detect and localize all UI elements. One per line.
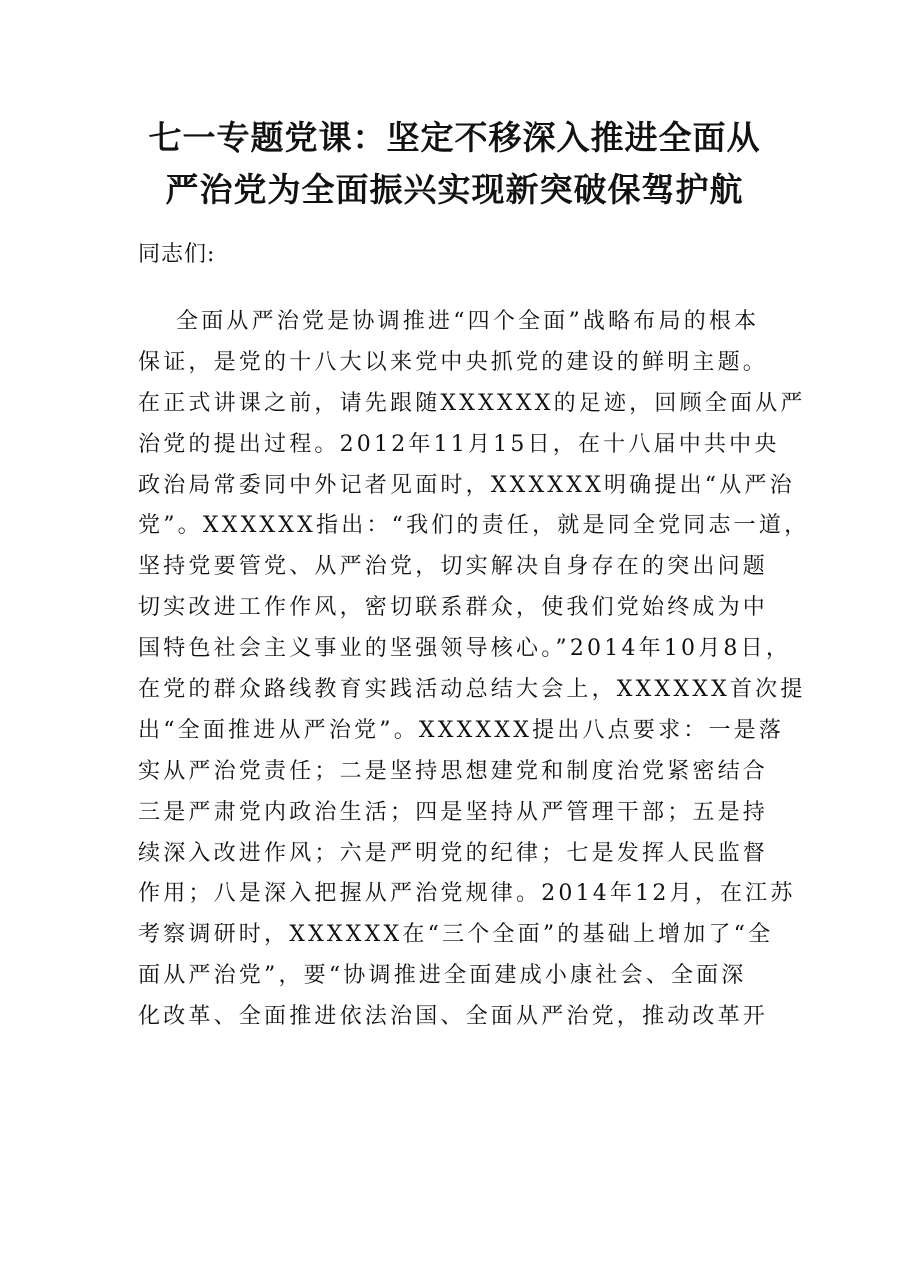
body-line: 面从严治党”，要“协调推进全面建成小康社会、全面深 — [138, 963, 747, 989]
body-line: 保证，是党的十八大以来党中央抓党的建设的鲜明主题。 — [138, 349, 769, 375]
body-line: 续深入改进作风；六是严明党的纪律；七是发挥人民监督 — [138, 840, 769, 866]
body-line: 实从严治党责任；二是坚持思想建党和制度治党紧密结合 — [138, 758, 769, 784]
body-line: 在正式讲课之前，请先跟随XXXXXX的足迹，回顾全面从严 — [138, 390, 806, 416]
salutation: 同志们: — [138, 242, 216, 267]
title-line-1: 七一专题党课：坚定不移深入推进全面从 — [148, 118, 761, 157]
body-line: 国特色社会主义事业的坚强领导核心。”2014年10月8日， — [138, 636, 792, 662]
body-line: 全面从严治党是协调推进“四个全面”战略布局的根本 — [176, 309, 760, 334]
body-line: 党”。XXXXXX指出：“我们的责任，就是同全党同志一道， — [138, 513, 810, 539]
body-line: 治党的提出过程。2012年11月15日，在十八届中共中央 — [138, 431, 780, 457]
body-text — [138, 302, 810, 1038]
body-line: 坚持党要管党、从严治党，切实解决自身存在的突出问题 — [138, 554, 769, 580]
body-line: 在党的群众路线教育实践活动总结大会上，XXXXXX首次提 — [138, 677, 806, 703]
body-line: 三是严肃党内政治生活；四是坚持从严管理干部；五是持 — [138, 799, 769, 825]
body-line: 出“全面推进从严治党”。XXXXXX提出八点要求：一是落 — [138, 717, 785, 743]
body-line: 化改革、全面推进依法治国、全面从严治党，推动改革开 — [138, 1004, 769, 1030]
document-title — [110, 112, 799, 216]
body-line: 考察调研时，XXXXXX在“三个全面”的基础上增加了“全 — [138, 922, 774, 948]
body-line: 切实改进工作作风，密切联系群众，使我们党始终成为中 — [138, 595, 769, 621]
title-line-2: 严治党为全面振兴实现新突破保驾护航 — [165, 170, 744, 209]
body-line: 政治局常委同中外记者见面时，XXXXXX明确提出“从严治 — [138, 472, 795, 498]
body-line: 作用；八是深入把握从严治党规律。2014年12月，在江苏 — [138, 881, 796, 907]
